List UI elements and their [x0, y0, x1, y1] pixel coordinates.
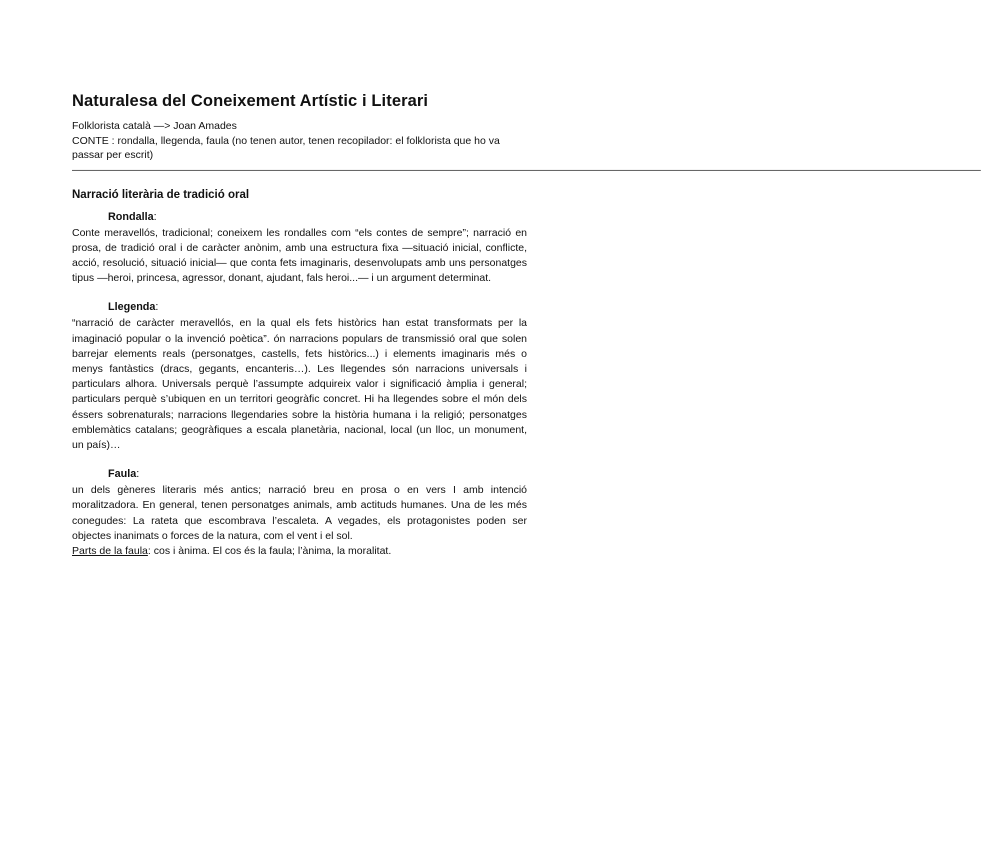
- rondalla-heading-text: Rondalla: [108, 210, 154, 223]
- spacer: [72, 286, 527, 300]
- faula-parts-label: Parts de la faula: [72, 544, 148, 557]
- llegenda-heading-text: Llegenda: [108, 301, 156, 314]
- faula-heading-text: Faula: [108, 468, 137, 481]
- page-title: Naturalesa del Coneixement Artístic i Literari: [72, 92, 429, 110]
- llegenda-heading-colon: :: [155, 301, 159, 314]
- separator-rule: ——————————————————————————————————————————————————————————————————————————————————————–: [72, 163, 981, 176]
- faula-parts-line: [72, 544, 527, 559]
- rondalla-heading: [108, 210, 527, 225]
- section-title: Narració literària de tradició oral: [72, 188, 250, 201]
- folklorist-line: Folklorista català —> Joan Amades: [72, 120, 237, 132]
- rondalla-paragraph: Conte meravellós, tradicional; coneixem les rondalles com “els contes de sempre”; narració en prosa, de tradició oral i de caràcter anònim, amb una estructura fixa —situació inicial, conflicte, acció, resolució, situació inicial— que conta fets imaginaris, desenvolupats amb uns personatges tipus —heroi, princesa, agressor, donant, ajudant, fals heroi...— i un argument determinat.: [72, 226, 527, 285]
- faula-heading-colon: :: [136, 468, 140, 481]
- faula-heading: [108, 467, 527, 482]
- faula-paragraph: un dels gèneres literaris més antics; narració breu en prosa o en vers I amb intenció moralitzadora. En general, tenen personatges animals, amb actituds humanes. Una de les més conegudes: La rateta que escombrava l’escaleta. A vegades, els protagonistes poden ser objectes inanimats o forces de la natura, com el vent i el sol.: [72, 484, 527, 542]
- document-content: [72, 92, 981, 559]
- llegenda-heading: [108, 300, 527, 315]
- spacer: [72, 453, 527, 467]
- conte-line: CONTE : rondalla, llegenda, faula (no tenen autor, tenen recopilador: el folklorista que ho va passar per escrit): [72, 134, 500, 161]
- faula-parts-text: : cos i ànima. El cos és la faula; l’ànima, la moralitat.: [147, 544, 392, 557]
- rondalla-heading-colon: :: [153, 210, 157, 223]
- llegenda-paragraph: “narració de caràcter meravellós, en la qual els fets històrics han estat transformats per la imaginació popular o la invenció poètica”. ón narracions populars de transmissió oral que solen barrejar elements reals (personatges, castells, fets històrics...) i elements imaginaris més o menys fantàstics (dracs, gegants, encanteris…). Les llegendes són narracions universals i particulars alhora. Universals perquè l’assumpte adquireix valor i significació àmplia i general; particulars perquè s’ubiquen en un territori geogràfic concret. Hi ha llegendes sobre el món dels éssers sobrenaturals; narracions llegendaries sobre la història humana i la religió; personatges emblemàtics catalans; geogràfiques a escala planetària, nacional, local (un lloc, un monument, un país)…: [72, 317, 527, 451]
